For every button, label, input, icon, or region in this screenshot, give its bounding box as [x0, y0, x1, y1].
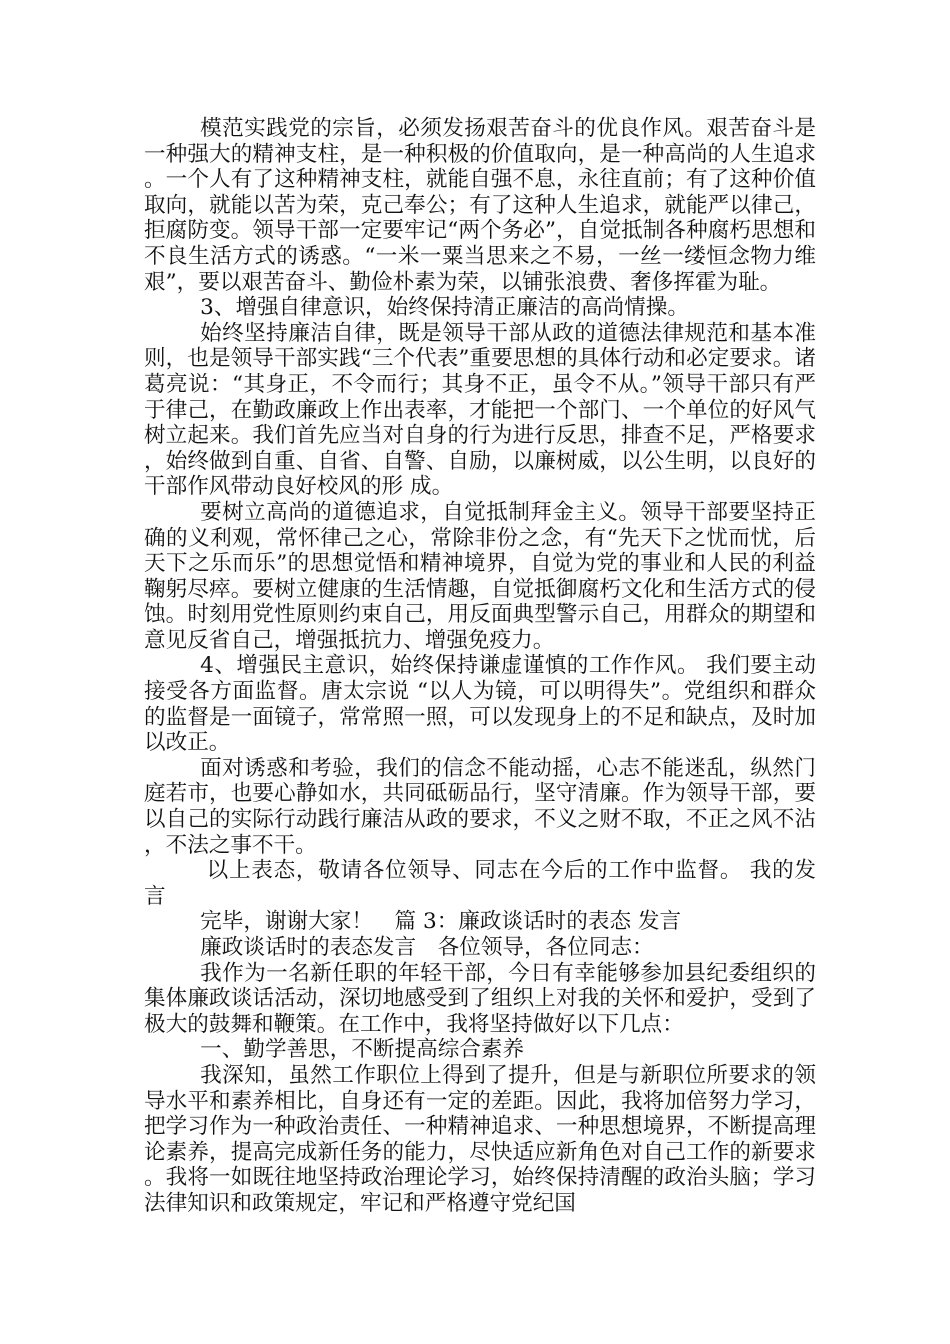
paragraph-temptation: 面对诱惑和考验，我们的信念不能动摇，心志不能迷乱，纵然门庭若市，也要心静如水，共同砥砺品行，坚守清廉。作为领导干部，要以自己的实际行动践行廉洁从政的要求，不义之财不取，不正之风不沾，不法之事不干。 [144, 755, 816, 858]
paragraph-moral-pursuit: 要树立高尚的道德追求，自觉抵制拜金主义。领导干部要坚持正确的义利观，常怀律己之心，常除非份之念，有“先天下之忧而忧，后天下之乐而乐”的思想觉悟和精神境界，自觉为党的事业和人民的利益鞠躬尽瘁。要树立健康的生活情趣，自觉抵御腐朽文化和生活方式的侵蚀。时刻用党性原则约束自己，用反面典型警示自己，用群众的期望和意见反省自己，增强抵抗力、增强免疫力。 [144, 499, 816, 653]
document-page [144, 116, 816, 1217]
paragraph-integrity: 始终坚持廉洁自律，既是领导干部从政的道德法律规范和基本准则，也是领导干部实践“三个代表”重要思想的具体行动和必定要求。诸葛亮说：“其身正，不令而行；其身不正，虽令不从。”领导干部只有严于律己，在勤政廉政上作出表率，才能把一个部门、一个单位的好风气树立起来。我们首先应当对自身的行为进行反思，排查不足，严格要求，始终做到自重、自省、自警、自励，以廉树威，以公生明，以良好的干部作风带动良好校风的形 成。 [144, 320, 816, 500]
paragraph-new-cadre: 我作为一名新任职的年轻干部，今日有幸能够参加县纪委组织的集体廉政谈话活动，深切地感受到了组织上对我的关怀和爱护，受到了极大的鼓舞和鞭策。在工作中，我将坚持做好以下几点： [144, 960, 816, 1037]
heading-study-diligently: 一、勤学善思，不断提高综合素养 [200, 1037, 525, 1063]
paragraph-democratic-awareness: 4、增强民主意识，始终保持谦虚谨慎的工作作风。 我们要主动接受各方面监督。唐太宗说 “以人为镜，可以明得失”。党组织和群众的监督是一面镜子，常常照一照，可以发现身上的不足和缺点，及时加以改正。 [144, 653, 816, 756]
heading-self-discipline: 3、增强自律意识，始终保持清正廉洁的高尚情操。 [200, 295, 689, 321]
paragraph-learning: 我深知，虽然工作职位上得到了提升，但是与新职位所要求的领导水平和素养相比，自身还有一定的差距。因此，我将加倍努力学习，把学习作为一种政治责任、一种精神追求、一种思想境界，不断提高理论素养，提高完成新任务的能力，尽快适应新角色对自己工作的新要求。我将一如既往地坚持政治理论学习，始终保持清醒的政治头脑；学习法律知识和政策规定，牢记和严格遵守党纪国 [144, 1062, 816, 1216]
paragraph-speech-title-greeting: 廉政谈话时的表态发言 各位领导，各位同志： [200, 935, 654, 960]
paragraph-closing-statement: 以上表态，敬请各位领导、同志在今后的工作中监督。 我的发言 [144, 858, 816, 909]
paragraph-end-and-chapter-3: 完毕，谢谢大家！ 篇 3：廉政谈话时的表态 发言 [200, 909, 682, 935]
paragraph-hard-work: 模范实践党的宗旨，必须发扬艰苦奋斗的优良作风。艰苦奋斗是一种强大的精神支柱，是一种积极的价值取向，是一种高尚的人生追求。一个人有了这种精神支柱，就能自强不息，永往直前；有了这种价值取向，就能以苦为荣，克己奉公；有了这种人生追求，就能严以律己，拒腐防变。领导干部一定要牢记“两个务必”，自觉抵制各种腐朽思想和不良生活方式的诱惑。“一米一粟当思来之不易，一丝一缕恒念物力维艰”，要以艰苦奋斗、勤俭朴素为荣，以铺张浪费、奢侈挥霍为耻。 [144, 116, 816, 295]
